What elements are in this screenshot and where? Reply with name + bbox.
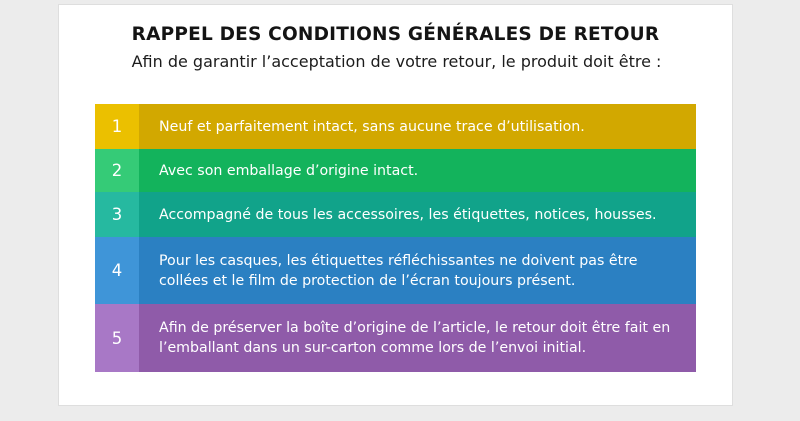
condition-row-4 bbox=[95, 237, 696, 304]
conditions-list bbox=[95, 104, 696, 372]
condition-number: 5 bbox=[95, 304, 139, 372]
condition-row-2 bbox=[95, 149, 696, 192]
return-conditions-card bbox=[58, 4, 733, 406]
condition-number: 3 bbox=[95, 192, 139, 237]
condition-row-5 bbox=[95, 304, 696, 372]
condition-number: 2 bbox=[95, 149, 139, 192]
page-title: RAPPEL DES CONDITIONS GÉNÉRALES DE RETOUR bbox=[131, 24, 660, 45]
condition-row-1 bbox=[95, 104, 696, 149]
condition-text: Avec son emballage d’origine intact. bbox=[159, 162, 419, 179]
condition-row-3 bbox=[95, 192, 696, 237]
condition-number: 4 bbox=[95, 237, 139, 304]
condition-number: 1 bbox=[95, 104, 139, 149]
condition-text: Afin de préserver la boîte d’origine de l’article, le retour doit être fait en l’emballant dans un sur-carton comme lors de l’envoi initial. bbox=[159, 320, 671, 356]
page-subtitle: Afin de garantir l’acceptation de votre retour, le produit doit être : bbox=[131, 52, 662, 71]
condition-text: Pour les casques, les étiquettes réfléchissantes ne doivent pas être collées et le film de protection de l’écran toujours présent. bbox=[159, 252, 638, 289]
condition-text: Accompagné de tous les accessoires, les étiquettes, notices, housses. bbox=[159, 206, 657, 223]
condition-text: Neuf et parfaitement intact, sans aucune trace d’utilisation. bbox=[159, 118, 585, 135]
